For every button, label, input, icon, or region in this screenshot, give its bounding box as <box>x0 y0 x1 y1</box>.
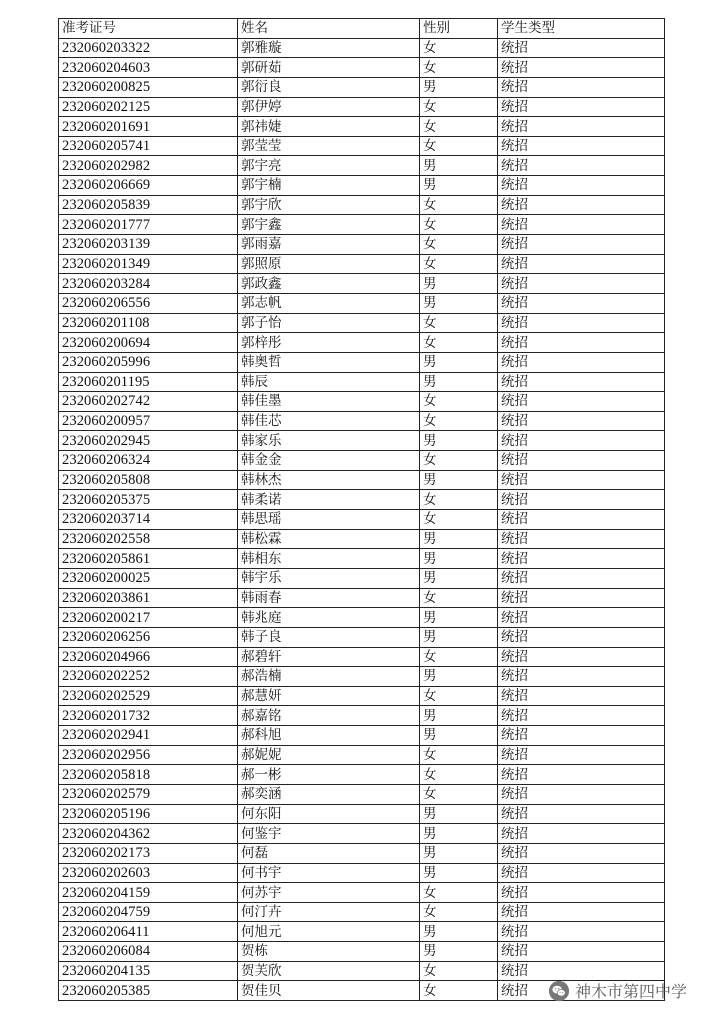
table-row <box>59 529 665 549</box>
cell-student-type: 统招 <box>498 549 665 569</box>
cell-student-type: 统招 <box>498 961 665 981</box>
header-gender: 性别 <box>420 19 498 39</box>
cell-student-type: 统招 <box>498 490 665 510</box>
header-student-type: 学生类型 <box>498 19 665 39</box>
cell-gender: 女 <box>420 883 498 903</box>
table-row <box>59 902 665 922</box>
cell-student-type: 统招 <box>498 431 665 451</box>
cell-gender: 女 <box>420 195 498 215</box>
cell-name: 韩雨春 <box>238 588 420 608</box>
cell-name: 何书宇 <box>238 863 420 883</box>
cell-gender: 男 <box>420 843 498 863</box>
cell-name: 郭志帆 <box>238 293 420 313</box>
cell-name: 郭雅璇 <box>238 38 420 58</box>
table-row <box>59 411 665 431</box>
cell-name: 韩家乐 <box>238 431 420 451</box>
watermark <box>548 979 687 1002</box>
cell-student-type: 统招 <box>498 706 665 726</box>
cell-student-type: 统招 <box>498 195 665 215</box>
table-row <box>59 804 665 824</box>
cell-exam-id: 232060202956 <box>59 745 238 765</box>
cell-student-type: 统招 <box>498 411 665 431</box>
student-table <box>58 18 665 1001</box>
cell-student-type: 统招 <box>498 77 665 97</box>
cell-exam-id: 232060206324 <box>59 451 238 471</box>
cell-gender: 男 <box>420 804 498 824</box>
cell-gender: 女 <box>420 333 498 353</box>
cell-student-type: 统招 <box>498 136 665 156</box>
cell-gender: 男 <box>420 568 498 588</box>
cell-gender: 女 <box>420 961 498 981</box>
cell-gender: 男 <box>420 156 498 176</box>
cell-gender: 男 <box>420 372 498 392</box>
cell-name: 韩金金 <box>238 451 420 471</box>
cell-gender: 女 <box>420 902 498 922</box>
cell-student-type: 统招 <box>498 333 665 353</box>
cell-exam-id: 232060205385 <box>59 981 238 1001</box>
cell-gender: 男 <box>420 863 498 883</box>
cell-gender: 男 <box>420 431 498 451</box>
table-row <box>59 568 665 588</box>
cell-name: 韩思瑶 <box>238 510 420 530</box>
cell-name: 韩柔诺 <box>238 490 420 510</box>
cell-gender: 男 <box>420 470 498 490</box>
table-row <box>59 922 665 942</box>
cell-name: 郭子怡 <box>238 313 420 333</box>
cell-student-type: 统招 <box>498 883 665 903</box>
cell-name: 何苏宇 <box>238 883 420 903</box>
cell-exam-id: 232060205818 <box>59 765 238 785</box>
cell-gender: 男 <box>420 549 498 569</box>
cell-name: 韩林杰 <box>238 470 420 490</box>
table-row <box>59 490 665 510</box>
cell-exam-id: 232060201777 <box>59 215 238 235</box>
cell-name: 郝一彬 <box>238 765 420 785</box>
cell-student-type: 统招 <box>498 745 665 765</box>
table-row <box>59 784 665 804</box>
cell-gender: 女 <box>420 745 498 765</box>
cell-gender: 女 <box>420 254 498 274</box>
cell-name: 郝科旭 <box>238 726 420 746</box>
cell-student-type: 统招 <box>498 58 665 78</box>
table-row <box>59 647 665 667</box>
cell-name: 郭祎婕 <box>238 117 420 137</box>
cell-name: 郝奕涵 <box>238 784 420 804</box>
cell-student-type: 统招 <box>498 804 665 824</box>
cell-name: 郭雨嘉 <box>238 235 420 255</box>
cell-exam-id: 232060206411 <box>59 922 238 942</box>
table-row <box>59 392 665 412</box>
cell-exam-id: 232060202941 <box>59 726 238 746</box>
cell-gender: 女 <box>420 784 498 804</box>
cell-student-type: 统招 <box>498 235 665 255</box>
cell-student-type: 统招 <box>498 313 665 333</box>
cell-student-type: 统招 <box>498 176 665 196</box>
table-row <box>59 608 665 628</box>
cell-student-type: 统招 <box>498 372 665 392</box>
cell-name: 韩兆庭 <box>238 608 420 628</box>
cell-name: 郝碧轩 <box>238 647 420 667</box>
cell-name: 贺栋 <box>238 942 420 962</box>
table-row <box>59 293 665 313</box>
cell-student-type: 统招 <box>498 863 665 883</box>
cell-student-type: 统招 <box>498 942 665 962</box>
cell-gender: 女 <box>420 136 498 156</box>
cell-exam-id: 232060200957 <box>59 411 238 431</box>
cell-gender: 男 <box>420 274 498 294</box>
cell-name: 韩子良 <box>238 627 420 647</box>
cell-exam-id: 232060204966 <box>59 647 238 667</box>
cell-exam-id: 232060206556 <box>59 293 238 313</box>
cell-gender: 男 <box>420 77 498 97</box>
cell-gender: 女 <box>420 235 498 255</box>
cell-exam-id: 232060200694 <box>59 333 238 353</box>
cell-exam-id: 232060202252 <box>59 667 238 687</box>
cell-exam-id: 232060206084 <box>59 942 238 962</box>
cell-gender: 女 <box>420 411 498 431</box>
cell-gender: 男 <box>420 627 498 647</box>
cell-exam-id: 232060202558 <box>59 529 238 549</box>
cell-gender: 女 <box>420 58 498 78</box>
table-row <box>59 686 665 706</box>
cell-gender: 男 <box>420 352 498 372</box>
cell-exam-id: 232060206669 <box>59 176 238 196</box>
cell-student-type: 统招 <box>498 627 665 647</box>
table-row <box>59 97 665 117</box>
cell-exam-id: 232060201691 <box>59 117 238 137</box>
cell-student-type: 统招 <box>498 293 665 313</box>
cell-gender: 男 <box>420 529 498 549</box>
cell-student-type: 统招 <box>498 510 665 530</box>
cell-gender: 女 <box>420 38 498 58</box>
cell-student-type: 统招 <box>498 843 665 863</box>
cell-exam-id: 232060202603 <box>59 863 238 883</box>
cell-exam-id: 232060205375 <box>59 490 238 510</box>
cell-student-type: 统招 <box>498 352 665 372</box>
cell-gender: 女 <box>420 765 498 785</box>
cell-name: 韩相东 <box>238 549 420 569</box>
cell-student-type: 统招 <box>498 215 665 235</box>
table-row <box>59 274 665 294</box>
cell-name: 贺芙欣 <box>238 961 420 981</box>
cell-student-type: 统招 <box>498 568 665 588</box>
cell-name: 韩松霖 <box>238 529 420 549</box>
cell-exam-id: 232060206256 <box>59 627 238 647</box>
cell-exam-id: 232060205808 <box>59 470 238 490</box>
cell-name: 郭研茹 <box>238 58 420 78</box>
table-row <box>59 254 665 274</box>
table-row <box>59 510 665 530</box>
cell-gender: 男 <box>420 726 498 746</box>
table-row <box>59 942 665 962</box>
table-row <box>59 726 665 746</box>
cell-name: 郭宇欣 <box>238 195 420 215</box>
cell-student-type: 统招 <box>498 588 665 608</box>
cell-student-type: 统招 <box>498 647 665 667</box>
table-row <box>59 470 665 490</box>
cell-name: 郭衍良 <box>238 77 420 97</box>
table-row <box>59 745 665 765</box>
cell-student-type: 统招 <box>498 765 665 785</box>
cell-name: 何东阳 <box>238 804 420 824</box>
cell-gender: 女 <box>420 97 498 117</box>
wechat-icon <box>548 980 570 1002</box>
table-row <box>59 549 665 569</box>
cell-exam-id: 232060201349 <box>59 254 238 274</box>
table-row <box>59 195 665 215</box>
cell-exam-id: 232060202579 <box>59 784 238 804</box>
table-row <box>59 176 665 196</box>
table-row <box>59 38 665 58</box>
cell-student-type: 统招 <box>498 470 665 490</box>
table-row <box>59 156 665 176</box>
cell-gender: 男 <box>420 176 498 196</box>
cell-name: 何鉴宇 <box>238 824 420 844</box>
cell-exam-id: 232060205839 <box>59 195 238 215</box>
cell-gender: 男 <box>420 942 498 962</box>
header-exam-id: 准考证号 <box>59 19 238 39</box>
cell-name: 贺佳贝 <box>238 981 420 1001</box>
watermark-text: 神木市第四中学 <box>575 982 688 1001</box>
cell-name: 郭宇亮 <box>238 156 420 176</box>
cell-student-type: 统招 <box>498 97 665 117</box>
cell-exam-id: 232060203861 <box>59 588 238 608</box>
cell-exam-id: 232060202125 <box>59 97 238 117</box>
cell-gender: 女 <box>420 686 498 706</box>
cell-student-type: 统招 <box>498 902 665 922</box>
cell-name: 郭莹莹 <box>238 136 420 156</box>
cell-name: 韩佳芯 <box>238 411 420 431</box>
table-row <box>59 588 665 608</box>
table-row <box>59 765 665 785</box>
table-row <box>59 843 665 863</box>
cell-student-type: 统招 <box>498 451 665 471</box>
cell-student-type: 统招 <box>498 156 665 176</box>
cell-exam-id: 232060204135 <box>59 961 238 981</box>
table-header-row <box>59 19 665 39</box>
table-row <box>59 824 665 844</box>
table-row <box>59 215 665 235</box>
cell-student-type: 统招 <box>498 667 665 687</box>
cell-exam-id: 232060200825 <box>59 77 238 97</box>
cell-gender: 女 <box>420 510 498 530</box>
cell-exam-id: 232060201108 <box>59 313 238 333</box>
header-name: 姓名 <box>238 19 420 39</box>
cell-student-type: 统招 <box>498 686 665 706</box>
cell-gender: 女 <box>420 117 498 137</box>
cell-name: 郝慧妍 <box>238 686 420 706</box>
cell-student-type: 统招 <box>498 824 665 844</box>
table-body <box>59 38 665 1000</box>
cell-student-type: 统招 <box>498 608 665 628</box>
table-row <box>59 333 665 353</box>
cell-name: 郭政鑫 <box>238 274 420 294</box>
cell-gender: 女 <box>420 490 498 510</box>
cell-name: 郭宇鑫 <box>238 215 420 235</box>
cell-gender: 男 <box>420 293 498 313</box>
cell-name: 韩佳墨 <box>238 392 420 412</box>
cell-gender: 男 <box>420 706 498 726</box>
cell-exam-id: 232060204759 <box>59 902 238 922</box>
cell-exam-id: 232060205741 <box>59 136 238 156</box>
cell-gender: 男 <box>420 667 498 687</box>
cell-exam-id: 232060200217 <box>59 608 238 628</box>
cell-exam-id: 232060205196 <box>59 804 238 824</box>
cell-exam-id: 232060201732 <box>59 706 238 726</box>
cell-gender: 男 <box>420 608 498 628</box>
cell-gender: 女 <box>420 313 498 333</box>
cell-name: 何旭元 <box>238 922 420 942</box>
cell-exam-id: 232060202982 <box>59 156 238 176</box>
table-row <box>59 136 665 156</box>
cell-name: 郭照原 <box>238 254 420 274</box>
cell-name: 韩宇乐 <box>238 568 420 588</box>
cell-exam-id: 232060205861 <box>59 549 238 569</box>
cell-name: 郭伊婷 <box>238 97 420 117</box>
cell-student-type: 统招 <box>498 726 665 746</box>
cell-exam-id: 232060200025 <box>59 568 238 588</box>
table-row <box>59 451 665 471</box>
cell-exam-id: 232060201195 <box>59 372 238 392</box>
cell-name: 韩辰 <box>238 372 420 392</box>
cell-student-type: 统招 <box>498 117 665 137</box>
cell-exam-id: 232060205996 <box>59 352 238 372</box>
table-row <box>59 627 665 647</box>
cell-exam-id: 232060204362 <box>59 824 238 844</box>
table-row <box>59 431 665 451</box>
table-row <box>59 58 665 78</box>
cell-exam-id: 232060202529 <box>59 686 238 706</box>
table-row <box>59 352 665 372</box>
cell-student-type: 统招 <box>498 38 665 58</box>
cell-gender: 女 <box>420 392 498 412</box>
table-row <box>59 372 665 392</box>
cell-name: 郭宇楠 <box>238 176 420 196</box>
cell-student-type: 统招 <box>498 392 665 412</box>
cell-exam-id: 232060202742 <box>59 392 238 412</box>
table-row <box>59 313 665 333</box>
cell-student-type: 统招 <box>498 981 665 1001</box>
table-row <box>59 883 665 903</box>
cell-exam-id: 232060204159 <box>59 883 238 903</box>
cell-exam-id: 232060204603 <box>59 58 238 78</box>
cell-student-type: 统招 <box>498 274 665 294</box>
roster-sheet <box>58 18 664 1001</box>
cell-exam-id: 232060203714 <box>59 510 238 530</box>
cell-exam-id: 232060202173 <box>59 843 238 863</box>
cell-name: 郝浩楠 <box>238 667 420 687</box>
cell-gender: 男 <box>420 824 498 844</box>
cell-name: 何磊 <box>238 843 420 863</box>
table-row <box>59 863 665 883</box>
table-row <box>59 77 665 97</box>
table-row <box>59 706 665 726</box>
cell-gender: 女 <box>420 588 498 608</box>
cell-gender: 女 <box>420 981 498 1001</box>
table-row <box>59 117 665 137</box>
cell-name: 郝妮妮 <box>238 745 420 765</box>
cell-student-type: 统招 <box>498 922 665 942</box>
table-row <box>59 667 665 687</box>
cell-gender: 女 <box>420 647 498 667</box>
cell-student-type: 统招 <box>498 254 665 274</box>
cell-exam-id: 232060203322 <box>59 38 238 58</box>
cell-gender: 女 <box>420 215 498 235</box>
cell-exam-id: 232060203139 <box>59 235 238 255</box>
cell-name: 何汀卉 <box>238 902 420 922</box>
cell-name: 韩奥哲 <box>238 352 420 372</box>
cell-name: 郝嘉铭 <box>238 706 420 726</box>
cell-name: 郭梓彤 <box>238 333 420 353</box>
cell-student-type: 统招 <box>498 529 665 549</box>
table-row <box>59 235 665 255</box>
cell-gender: 男 <box>420 922 498 942</box>
cell-student-type: 统招 <box>498 784 665 804</box>
cell-gender: 女 <box>420 451 498 471</box>
cell-exam-id: 232060202945 <box>59 431 238 451</box>
table-row <box>59 961 665 981</box>
cell-exam-id: 232060203284 <box>59 274 238 294</box>
